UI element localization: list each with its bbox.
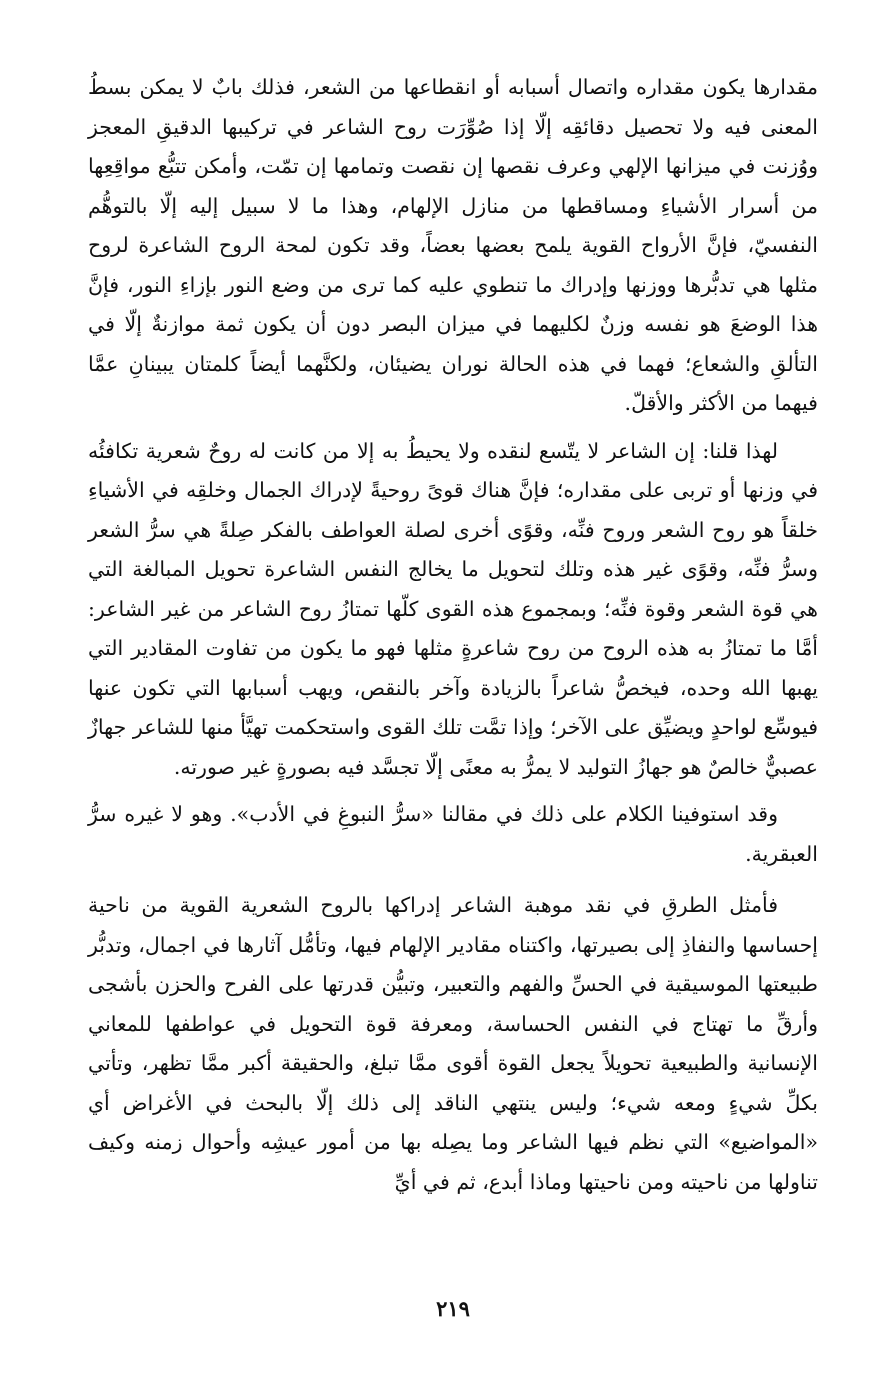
- paragraph-1: مقدارها يكون مقداره واتصال أسبابه أو انقطاعها من الشعر، فذلك بابٌ لا يمكن بسطُ المعنى فيه ولا تحصيل دقائقِه إلّا إذا صُوِّرَت روح الشاعر في تركيبها الدقيقِ المعجز ووُزنت في ميزانها الإلهي وعرف نقصها إن نقصت وتمامها إن تمّت، وأمكن تتبُّع مواقِعِها من أسرار الأشياءِ ومساقطها من منازل الإلهام، وهذا ما لا سبيل إليه إلّا بالتوهُّم النفسيّ، فإنَّ الأرواح القوية يلمح بعضها بعضاً، وقد تكون لمحة الروح الشاعرة لروح مثلها هي تدبُّرها ووزنها وإدراك ما تنطوي عليه كما ترى من وضع النور بإزاءِ النور، فإنَّ هذا الوضعَ هو نفسه وزنٌ لكليهما في ميزان البصر دون أن يكون ثمة موازنةٌ إلّا في التألقِ والشعاع؛ فهما في هذه الحالة نوران يضيئان، ولكنَّهما أيضاً كلمتان يبينانِ عمَّا فيهما من الأكثر والأقلّ.: [88, 75, 818, 415]
- book-page: [88, 68, 818, 1358]
- paragraph-4: فأمثل الطرقِ في نقد موهبة الشاعر إدراكها بالروح الشعرية القوية من ناحية إحساسها والنفاذِ إلى بصيرتها، واكتناه مقادير الإلهام فيها، وتأمُّل آثارها في اجمال، وتدبُّر طبيعتها الموسيقية في الحسِّ والفهم والتعبير، وتبيُّن قدرتها على الفرح والحزن بأشجى وأرقِّ ما تهتاج في النفس الحساسة، ومعرفة قوة التحويل في عواطفها للمعاني الإنسانية والطبيعية تحويلاً يجعل القوة أقوى ممَّا تبلغ، والحقيقة أكبر ممَّا تظهر، وتأتي بكلِّ شيءٍ ومعه شيء؛ وليس ينتهي الناقد إلى ذلك إلّا بالبحث في الأغراض أي «المواضيع» التي نظم فيها الشاعر وما يصِله بها من أمور عيشِه وأحوال زمنه وكيف تناولها من ناحيته ومن ناحيتها وماذا أبدع، ثم في أيِّ: [88, 893, 818, 1194]
- paragraph-3: وقد استوفينا الكلام على ذلك في مقالنا «سرُّ النبوغِ في الأدب». وهو لا غيره سرُّ العبقرية.: [88, 802, 818, 866]
- page-number: ٢١٩: [436, 1296, 470, 1321]
- paragraph-2: لهذا قلنا: إن الشاعر لا يتّسع لنقده ولا يحيطُ به إلا من كانت له روحٌ شعرية تكافئُه في وزنها أو تربى على مقداره؛ فإنَّ هناك قوىً روحيةً لإدراك الجمال وخلقِه في الأشياءِ خلقاً هو روح الشعر وروح فنِّه، وقوًى أخرى لصلة العواطف بالفكر صِلةً هي سرُّ الشعر وسرُّ فنِّه، وقوًى غير هذه وتلك لتحويل ما يخالج النفس الشاعرة تحويل المبالغة التي هي قوة الشعر وقوة فنِّه؛ وبمجموع هذه القوى كلّها تمتازُ روح الشاعر من غير الشاعر: أمَّا ما تمتازُ به هذه الروح من روح شاعرةٍ مثلها فهو ما يكون من تفاوت المقادير التي يهبها الله وحده، فيخصُّ شاعراً بالزيادة وآخر بالنقص، ويهب أسبابها التي تكون عنها فيوسِّع لواحدٍ ويضيِّق على الآخر؛ وإذا تمَّت تلك القوى واستحكمت تهيَّأ منها للشاعر جهازٌ عصبيٌّ خالصٌ هو جهازُ التوليد لا يمرُّ به معنًى إلّا تجسَّد فيه بصورةٍ غير صورته.: [88, 438, 818, 779]
